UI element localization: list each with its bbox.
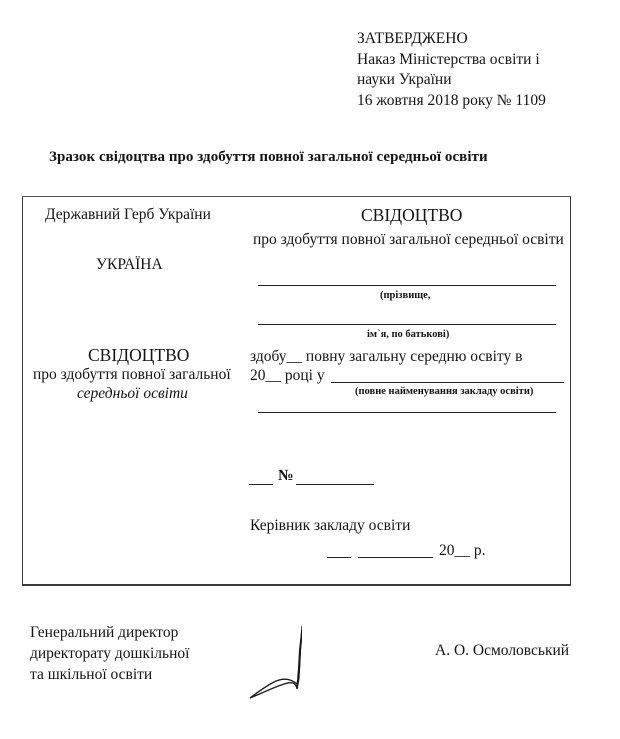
surname-caption: (прізвище, [380,290,431,301]
name-caption: ім`я, по батькові) [367,329,450,340]
document-title: Зразок свідоцтва про здобуття повної загальної середньої освіти [49,149,488,165]
number-blank-line [296,484,374,485]
signatory-position [30,622,189,685]
year-prefix: 20__ році у [250,367,325,384]
institution-blank-line-2 [258,412,556,413]
approval-date-line: 16 жовтня 2018 року № 1109 [357,91,546,109]
country-label: УКРАЇНА [96,256,163,273]
approval-order-line: Наказ Міністерства освіти і [357,50,540,68]
signatory-position-line-1: Генеральний директор [30,624,179,641]
signatory-position-line-3: та шкільної освіти [30,666,153,683]
date-month-blank-line [358,557,433,558]
handwritten-signature-icon [242,620,302,700]
surname-blank-line [258,285,556,286]
date-year-label: 20__ р. [439,542,486,559]
approval-ministry-line: науки України [357,71,452,88]
approval-block [357,29,546,111]
signatory-name: А. О. Осмоловський [435,642,570,659]
name-blank-line [258,324,556,325]
institution-caption: (повне найменування закладу освіти) [355,386,534,397]
obtained-education-line: здобу__ повну загальну середню освіту в [250,348,523,365]
approval-heading: ЗАТВЕРДЖЕНО [357,30,468,47]
left-certificate-title: СВІДОЦТВО [88,345,190,365]
coat-of-arms-label: Державний Герб України [45,206,211,223]
date-day-blank-line [327,557,351,558]
left-certificate-subtitle-2: середньої освіти [77,385,188,402]
head-of-institution-label: Керівник закладу освіти [250,517,411,534]
series-blank-line [249,484,273,485]
right-certificate-title: СВІДОЦТВО [361,205,463,225]
signatory-position-line-2: директорату дошкільної [30,645,190,662]
right-certificate-subtitle: про здобуття повної загальної середньої освіти [253,231,564,248]
institution-blank-line [331,382,564,383]
number-sign: № [278,467,294,484]
left-certificate-subtitle-1: про здобуття повної загальної [33,366,231,383]
